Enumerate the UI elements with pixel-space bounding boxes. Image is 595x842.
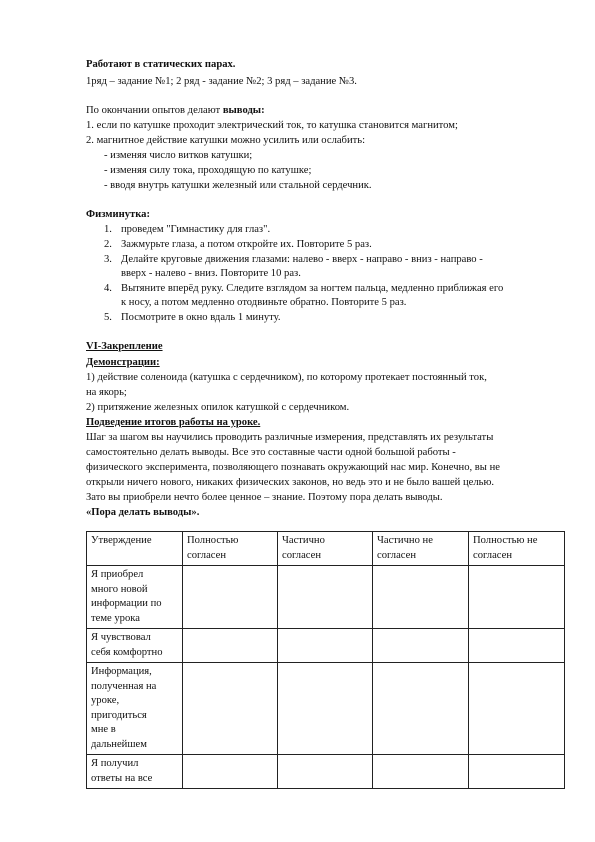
answer-cell[interactable] [373,566,469,629]
exercise-line-4b: к носу, а потом медленно отодвиньте обратно. Повторите 5 раз. [121,297,407,308]
answer-cell[interactable] [183,755,278,789]
pairs-assignment: 1ряд – задание №1; 2 ряд - задание №2; 3 ряд – задание №3. [86,76,357,87]
demo-1-line-2: на якорь; [86,387,127,398]
exercise-line-4a: Вытяните вперёд руку. Следите взглядом за ногтем пальца, медленно приближая его [121,283,504,294]
answer-cell[interactable] [183,663,278,755]
header-cell-fully-disagree: Полностью не согласен [469,532,565,566]
answer-cell[interactable] [373,629,469,663]
exercise-num-4: 4. [104,283,112,294]
header-cell-partly-disagree: Частично не согласен [373,532,469,566]
exercise-line-5: Посмотрите в окно вдаль 1 минуту. [121,312,281,323]
section-title: VI-Закрепление [86,341,163,352]
exercise-num-3: 3. [104,254,112,265]
header-cell-partly-agree: Частично согласен [278,532,373,566]
demo-1-line-1: 1) действие соленоида (катушка с сердечником), по которому протекает постоянный ток, [86,372,487,383]
exercise-line-1: проведем "Гимнастику для глаз". [121,224,271,235]
conclusions-intro-text: По окончании опытов делают [86,105,223,116]
demo-heading: Демонстрации: [86,357,160,368]
exercise-num-5: 5. [104,312,112,323]
statement-cell: Я чувствовал себя комфортно [87,629,183,663]
table-row [87,566,565,629]
answer-cell[interactable] [469,566,565,629]
exercise-heading: Физминутка: [86,209,151,220]
conclusion-item-1: 1. если по катушке проходит электрический ток, то катушка становится магнитом; [86,120,458,131]
answer-cell[interactable] [469,755,565,789]
exercise-line-3a: Делайте круговые движения глазами: налево - вверх - направо - вниз - направо - [121,254,483,265]
conclusions-intro [86,104,265,117]
statement-cell: Информация, полученная на уроке, пригодиться мне в дальнейшем [87,663,183,755]
exercise-num-2: 2. [104,239,112,250]
table-row [87,663,565,755]
conclusion-sub-1: - изменяя число витков катушки; [104,150,253,161]
answer-cell[interactable] [469,663,565,755]
answer-cell[interactable] [183,566,278,629]
demo-2: 2) притяжение железных опилок катушкой с сердечником. [86,402,350,413]
answer-cell[interactable] [278,755,373,789]
conclusions-intro-bold: выводы: [222,105,265,116]
closing-line: «Пора делать выводы». [86,507,200,518]
answer-cell[interactable] [469,629,565,663]
survey-table [86,531,565,789]
conclusion-sub-3: - вводя внутрь катушки железный или стальной сердечник. [104,180,372,191]
summary-line-1: Шаг за шагом вы научились проводить различные измерения, представлять их результаты [86,432,494,443]
conclusion-sub-2: - изменяя силу тока, проходящую по катушке; [104,165,312,176]
statement-cell: Я приобрел много новой информации по теме урока [87,566,183,629]
table-row [87,755,565,789]
exercise-line-3b: вверх - налево - вниз. Повторите 10 раз. [121,268,301,279]
statement-cell: Я получил ответы на все [87,755,183,789]
summary-line-4: открыли ничего нового, никаких физических законов, но ведь это и не было вашей целью. [86,477,495,488]
header-cell-fully-agree: Полностью согласен [183,532,278,566]
summary-line-5: Зато вы приобрели нечто более ценное – знание. Поэтому пора делать выводы. [86,492,443,503]
pairs-heading: Работают в статических парах. [86,59,236,70]
summary-heading: Подведение итогов работы на уроке. [86,417,261,428]
exercise-line-2: Зажмурьте глаза, а потом откройте их. Повторите 5 раз. [121,239,372,250]
answer-cell[interactable] [278,629,373,663]
conclusion-item-2: 2. магнитное действие катушки можно усилить или ослабить: [86,135,366,146]
answer-cell[interactable] [373,663,469,755]
summary-line-2: самостоятельно делать выводы. Все это составные части одной большой работы - [86,447,456,458]
answer-cell[interactable] [373,755,469,789]
answer-cell[interactable] [278,663,373,755]
table-header-row [87,532,565,566]
answer-cell[interactable] [278,566,373,629]
exercise-num-1: 1. [104,224,112,235]
header-cell-statement: Утверждение [87,532,183,566]
summary-line-3: физического эксперимента, позволяющего познавать окружающий нас мир. Конечно, вы не [86,462,500,473]
table-row [87,629,565,663]
answer-cell[interactable] [183,629,278,663]
